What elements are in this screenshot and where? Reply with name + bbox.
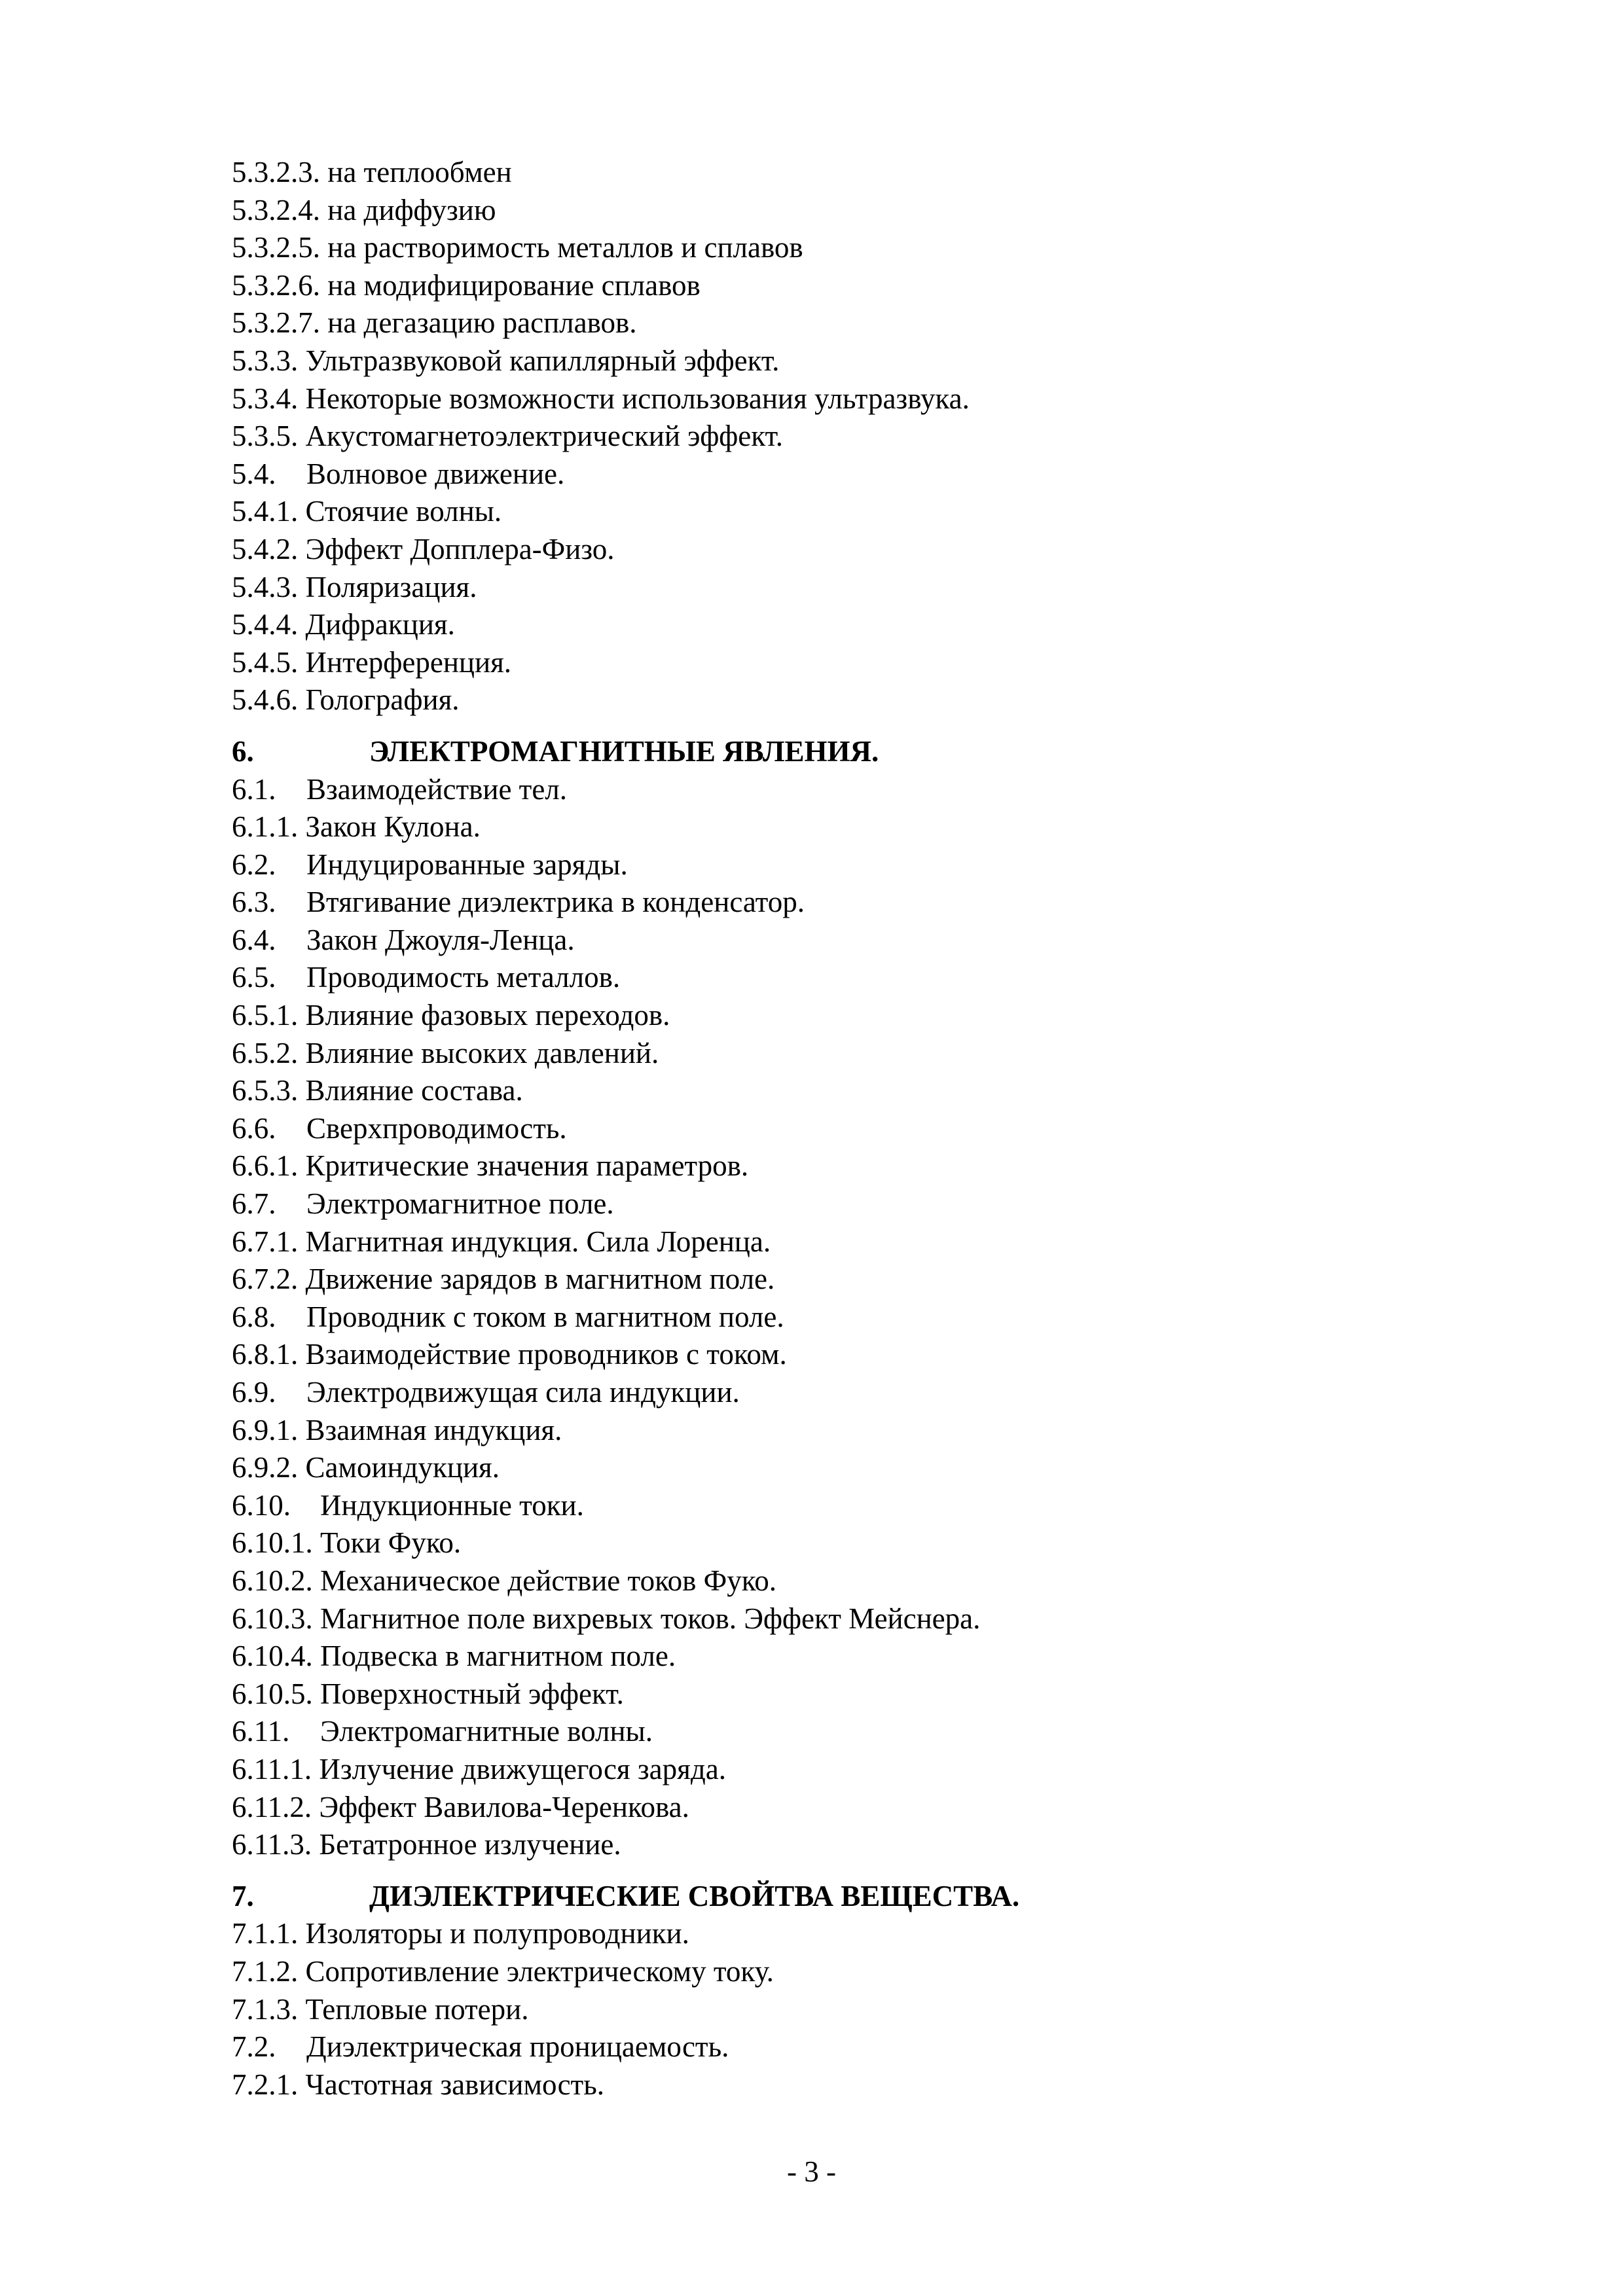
toc-entry-number: 6.11.1. xyxy=(232,1752,312,1785)
toc-entry-title: Критические значения параметров. xyxy=(305,1149,749,1183)
toc-entry-number: 6.10.4. xyxy=(232,1640,313,1673)
toc-entry-number: 6.9. xyxy=(232,1376,276,1408)
toc-entry-number: 6.11. xyxy=(232,1715,290,1748)
toc-entry-title: Магнитная индукция. Сила Лоренца. xyxy=(305,1225,771,1258)
section-heading-6 xyxy=(232,733,1476,771)
toc-entry xyxy=(232,1299,1476,1336)
toc-entry xyxy=(232,1185,1476,1223)
toc-entry-title: Движение зарядов в магнитном поле. xyxy=(305,1263,775,1296)
toc-entry xyxy=(232,531,1476,569)
toc-entry-number: 5.3.3. xyxy=(232,344,299,377)
toc-entry-number: 6.1.1. xyxy=(232,810,299,844)
toc-entry xyxy=(232,493,1476,531)
toc-entry xyxy=(232,267,1476,305)
toc-entry-number: 6.3. xyxy=(232,886,276,919)
toc-entry-title: Некоторые возможности использования ультразвука. xyxy=(305,382,970,415)
toc-entry xyxy=(232,1600,1476,1638)
toc-entry-number: 7.1.2. xyxy=(232,1954,299,1988)
toc-entry-title: Влияние высоких давлений. xyxy=(305,1036,659,1069)
toc-entry xyxy=(232,808,1476,846)
toc-entry xyxy=(232,644,1476,682)
toc-entry xyxy=(232,304,1476,342)
toc-entry-title: Электродвижущая сила индукции. xyxy=(306,1376,740,1408)
toc-entry xyxy=(232,456,1476,493)
toc-entry-title: на дегазацию расплавов. xyxy=(327,306,637,340)
toc-entry-number: 5.3.2.6. xyxy=(232,268,320,302)
toc-entry-number: 6.8.1. xyxy=(232,1338,299,1371)
toc-entry xyxy=(232,922,1476,960)
toc-entry xyxy=(232,2028,1476,2066)
toc-entry xyxy=(232,1751,1476,1789)
toc-entry xyxy=(232,959,1476,997)
toc-entry-title: Акустомагнетоэлектрический эффект. xyxy=(305,420,784,453)
toc-entry-title: Закон Кулона. xyxy=(305,810,481,844)
toc-entry-title: Самоиндукция. xyxy=(305,1451,500,1484)
toc-entry-number: 5.3.2.5. xyxy=(232,231,320,264)
toc-entry-title: Поляризация. xyxy=(305,570,477,603)
toc-entry-title: на теплообмен xyxy=(327,156,512,188)
page-number: - 3 - xyxy=(787,2155,836,2188)
toc-entry xyxy=(232,997,1476,1035)
toc-entry-number: 5.4.1. xyxy=(232,495,299,528)
toc-group-section-6 xyxy=(232,771,1476,1864)
toc-entry-title: Проводник с током в магнитном поле. xyxy=(306,1300,784,1333)
toc-entry-number: 6.8. xyxy=(232,1300,276,1333)
toc-entry-title: Электромагнитные волны. xyxy=(320,1715,653,1748)
toc-entry-title: Проводимость металлов. xyxy=(306,961,621,994)
toc-entry xyxy=(232,1487,1476,1525)
toc-entry-title: Втягивание диэлектрика в конденсатор. xyxy=(306,886,805,919)
toc-entry-title: Механическое действие токов Фуко. xyxy=(320,1564,777,1597)
toc-entry xyxy=(232,1035,1476,1073)
toc-entry xyxy=(232,380,1476,418)
toc-entry-number: 6.10.2. xyxy=(232,1564,313,1597)
toc-entry-number: 5.4.5. xyxy=(232,645,299,679)
toc-entry-number: 5.4.3. xyxy=(232,570,299,603)
toc-entry-number: 6.9.2. xyxy=(232,1451,299,1484)
toc-entry-number: 6.7. xyxy=(232,1187,276,1221)
toc-entry-number: 6.5.3. xyxy=(232,1074,299,1107)
toc-entry xyxy=(232,1449,1476,1487)
toc-entry-number: 7.2.1. xyxy=(232,2068,299,2101)
table-of-contents xyxy=(232,154,1476,2104)
toc-entry-title: Сверхпроводимость. xyxy=(306,1111,567,1145)
toc-entry-number: 6.6. xyxy=(232,1111,276,1145)
toc-entry-title: Влияние состава. xyxy=(305,1074,523,1107)
toc-entry xyxy=(232,1524,1476,1562)
toc-entry-number: 5.3.5. xyxy=(232,420,299,453)
toc-entry xyxy=(232,1915,1476,1953)
toc-entry xyxy=(232,154,1476,192)
toc-entry xyxy=(232,2066,1476,2104)
toc-entry-number: 6.2. xyxy=(232,848,276,881)
toc-entry-title: на диффузию xyxy=(327,193,496,226)
toc-entry-number: 6.7.2. xyxy=(232,1263,299,1296)
toc-entry xyxy=(232,1147,1476,1185)
toc-entry-number: 5.4.4. xyxy=(232,608,299,641)
toc-entry-title: Дифракция. xyxy=(305,608,455,641)
toc-entry-title: Волновое движение. xyxy=(306,457,565,490)
toc-entry-title: Эффект Вавилова-Черенкова. xyxy=(319,1790,689,1823)
toc-entry-title: Электромагнитное поле. xyxy=(306,1187,614,1221)
toc-entry-number: 5.3.2.3. xyxy=(232,156,320,188)
toc-entry xyxy=(232,1638,1476,1676)
section-title: ЭЛЕКТРОМАГНИТНЫЕ ЯВЛЕНИЯ. xyxy=(369,734,879,768)
toc-entry-title: Стоячие волны. xyxy=(305,495,502,528)
toc-entry-number: 6.9.1. xyxy=(232,1413,299,1446)
toc-entry xyxy=(232,1261,1476,1299)
toc-entry xyxy=(232,1110,1476,1148)
toc-entry-number: 5.4.6. xyxy=(232,683,299,717)
toc-entry xyxy=(232,884,1476,922)
section-heading-7 xyxy=(232,1878,1476,1916)
toc-entry-title: Эффект Допплера-Физо. xyxy=(305,532,615,565)
toc-entry xyxy=(232,418,1476,456)
toc-entry-number: 6.4. xyxy=(232,923,276,956)
toc-entry-number: 6.10. xyxy=(232,1488,291,1522)
toc-entry-title: Тепловые потери. xyxy=(305,1992,529,2026)
toc-entry-number: 6.10.1. xyxy=(232,1526,313,1560)
toc-entry-number: 5.3.2.4. xyxy=(232,193,320,226)
toc-entry xyxy=(232,1826,1476,1864)
toc-entry-number: 5.4.2. xyxy=(232,532,299,565)
toc-entry-title: Токи Фуко. xyxy=(320,1526,462,1560)
toc-entry-title: Интерференция. xyxy=(305,645,512,679)
toc-entry-number: 6.6.1. xyxy=(232,1149,299,1183)
toc-entry-title: Голография. xyxy=(305,683,460,717)
toc-entry-number: 6.10.5. xyxy=(232,1677,313,1710)
toc-group-section-5 xyxy=(232,154,1476,719)
toc-entry-title: Диэлектрическая проницаемость. xyxy=(306,2030,729,2064)
toc-entry xyxy=(232,1072,1476,1110)
toc-entry xyxy=(232,681,1476,719)
section-number: 6. xyxy=(232,734,254,768)
toc-entry xyxy=(232,1223,1476,1261)
toc-entry-title: Влияние фазовых переходов. xyxy=(305,999,670,1032)
toc-entry xyxy=(232,606,1476,644)
toc-entry xyxy=(232,1412,1476,1450)
toc-entry xyxy=(232,1991,1476,2029)
toc-entry-title: Подвеска в магнитном поле. xyxy=(320,1640,676,1673)
toc-entry-number: 5.3.4. xyxy=(232,382,299,415)
toc-entry-title: Излучение движущегося заряда. xyxy=(319,1752,726,1785)
toc-entry xyxy=(232,1789,1476,1827)
toc-entry-number: 6.11.2. xyxy=(232,1790,312,1823)
toc-entry xyxy=(232,192,1476,230)
toc-group-section-7 xyxy=(232,1915,1476,2104)
toc-entry-title: Частотная зависимость. xyxy=(305,2068,604,2101)
toc-entry-number: 6.5. xyxy=(232,961,276,994)
toc-entry-title: Взаимная индукция. xyxy=(305,1413,562,1446)
toc-entry-number: 6.7.1. xyxy=(232,1225,299,1258)
toc-entry-title: Закон Джоуля-Ленца. xyxy=(306,923,575,956)
toc-entry-title: Магнитное поле вихревых токов. Эффект Мейснера. xyxy=(320,1602,981,1635)
toc-entry-title: на модифицирование сплавов xyxy=(327,268,701,302)
toc-entry-number: 6.11.3. xyxy=(232,1828,312,1861)
toc-entry-number: 6.5.2. xyxy=(232,1036,299,1069)
toc-entry-title: Бетатронное излучение. xyxy=(319,1828,621,1861)
toc-entry xyxy=(232,1953,1476,1991)
toc-entry-number: 6.10.3. xyxy=(232,1602,313,1635)
toc-entry xyxy=(232,1562,1476,1600)
toc-entry xyxy=(232,1374,1476,1412)
toc-entry-number: 6.5.1. xyxy=(232,999,299,1032)
toc-entry-number: 7.2. xyxy=(232,2030,276,2064)
toc-entry-number: 7.1.1. xyxy=(232,1917,299,1950)
toc-entry-number: 6.1. xyxy=(232,772,276,806)
toc-entry xyxy=(232,342,1476,380)
toc-entry-title: Изоляторы и полупроводники. xyxy=(305,1917,689,1950)
toc-entry xyxy=(232,1713,1476,1751)
toc-entry-number: 7.1.3. xyxy=(232,1992,299,2026)
toc-entry-number: 5.4. xyxy=(232,457,276,490)
toc-entry xyxy=(232,771,1476,809)
toc-entry-title: Индукционные токи. xyxy=(320,1488,584,1522)
toc-entry xyxy=(232,846,1476,884)
toc-entry-title: на растворимость металлов и сплавов xyxy=(327,231,803,264)
toc-entry-title: Индуцированные заряды. xyxy=(306,848,628,881)
toc-entry xyxy=(232,229,1476,267)
toc-entry-title: Взаимодействие тел. xyxy=(306,772,568,806)
toc-entry xyxy=(232,1336,1476,1374)
toc-entry-title: Сопротивление электрическому току. xyxy=(305,1954,774,1988)
toc-entry xyxy=(232,569,1476,607)
toc-entry-title: Ультразвуковой капиллярный эффект. xyxy=(305,344,780,377)
section-title: ДИЭЛЕКТРИЧЕСКИЕ СВОЙТВА ВЕЩЕСТВА. xyxy=(369,1879,1020,1912)
section-number: 7. xyxy=(232,1879,254,1912)
toc-entry-title: Поверхностный эффект. xyxy=(320,1677,624,1710)
toc-entry-title: Взаимодействие проводников с током. xyxy=(305,1338,787,1371)
toc-entry-number: 5.3.2.7. xyxy=(232,306,320,340)
toc-entry xyxy=(232,1676,1476,1713)
